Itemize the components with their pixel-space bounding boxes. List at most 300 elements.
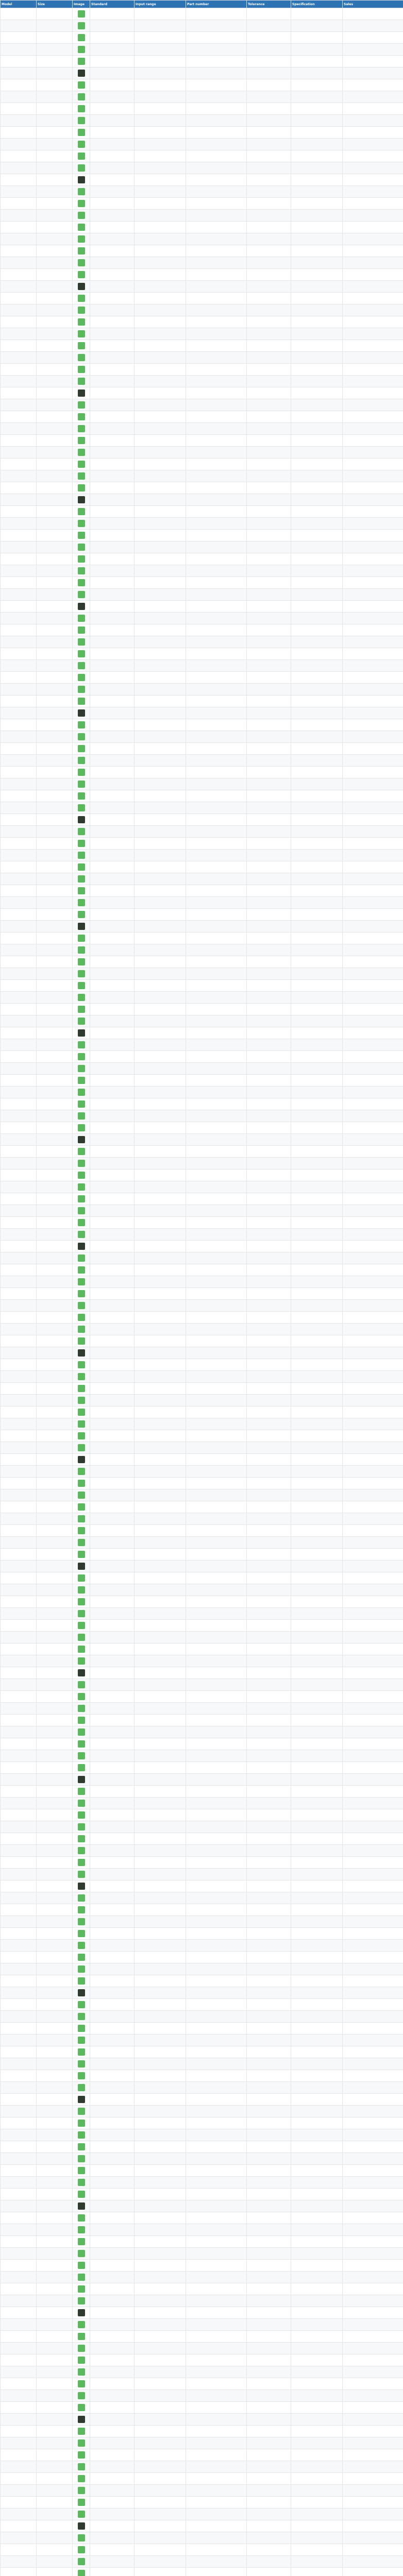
- table-cell: [37, 304, 73, 316]
- table-cell: [343, 684, 403, 696]
- table-cell: [247, 411, 291, 423]
- table-cell: [135, 778, 186, 790]
- table-cell: [186, 944, 247, 956]
- table-cell: [343, 1478, 403, 1489]
- product-thumbnail-icon: [78, 1622, 85, 1629]
- table-cell: [1, 316, 37, 328]
- table-row: [1, 1525, 403, 1537]
- product-thumbnail-icon: [78, 2333, 85, 2340]
- table-cell: [90, 1181, 135, 1193]
- table-row: [1, 2283, 403, 2295]
- product-thumbnail-icon: [78, 22, 85, 29]
- table-row: [1, 1347, 403, 1359]
- table-cell: [1, 1300, 37, 1312]
- product-thumbnail-icon: [78, 176, 85, 183]
- table-cell: [90, 56, 135, 67]
- table-cell: [343, 1181, 403, 1193]
- table-row: [1, 1892, 403, 1904]
- table-cell: [343, 2058, 403, 2070]
- table-cell: [186, 1869, 247, 1880]
- table-cell: [343, 1312, 403, 1324]
- table-row: [1, 2390, 403, 2402]
- table-cell: [1, 91, 37, 103]
- table-cell: [135, 8, 186, 20]
- table-cell: [1, 778, 37, 790]
- product-thumbnail-icon: [78, 389, 85, 397]
- product-thumbnail-icon: [78, 2380, 85, 2387]
- table-row: [1, 1015, 403, 1027]
- table-cell: [1, 281, 37, 293]
- product-thumbnail-icon: [78, 283, 85, 290]
- table-cell: [135, 198, 186, 210]
- table-cell: [291, 1395, 343, 1406]
- product-thumbnail-icon: [78, 247, 85, 255]
- table-row: [1, 2129, 403, 2141]
- table-cell: [291, 1347, 343, 1359]
- table-cell: [291, 44, 343, 56]
- table-cell: [186, 1489, 247, 1501]
- table-row: [1, 1655, 403, 1667]
- table-cell: [186, 506, 247, 518]
- table-cell: [90, 577, 135, 589]
- table-cell: [90, 447, 135, 459]
- product-thumbnail-icon: [78, 1965, 85, 1973]
- table-row: [1, 186, 403, 198]
- table-cell: [135, 1158, 186, 1170]
- product-thumbnail-icon: [78, 994, 85, 1001]
- table-cell: [73, 1335, 90, 1347]
- table-cell: [247, 1158, 291, 1170]
- table-cell: [291, 2390, 343, 2402]
- table-cell: [90, 897, 135, 909]
- table-cell: [291, 2568, 343, 2576]
- table-cell: [186, 1217, 247, 1229]
- table-cell: [186, 565, 247, 577]
- table-cell: [186, 1987, 247, 1999]
- table-cell: [186, 2461, 247, 2473]
- table-cell: [73, 2011, 90, 2023]
- table-cell: [343, 1039, 403, 1051]
- table-cell: [343, 1134, 403, 1146]
- table-cell: [37, 293, 73, 304]
- table-cell: [90, 1489, 135, 1501]
- table-cell: [135, 506, 186, 518]
- table-cell: [73, 435, 90, 447]
- table-cell: [73, 8, 90, 20]
- table-cell: [37, 210, 73, 222]
- product-thumbnail-icon: [78, 840, 85, 847]
- table-row: [1, 1229, 403, 1241]
- product-thumbnail-icon: [78, 1231, 85, 1238]
- table-cell: [186, 2189, 247, 2200]
- table-cell: [343, 1466, 403, 1478]
- table-cell: [291, 198, 343, 210]
- table-cell: [291, 1549, 343, 1561]
- table-cell: [247, 222, 291, 233]
- table-cell: [90, 2449, 135, 2461]
- table-cell: [1, 1039, 37, 1051]
- table-row: [1, 470, 403, 482]
- table-cell: [90, 364, 135, 376]
- table-cell: [135, 1181, 186, 1193]
- table-row: [1, 447, 403, 459]
- table-cell: [135, 1288, 186, 1300]
- table-cell: [247, 2141, 291, 2153]
- table-cell: [186, 1110, 247, 1122]
- table-cell: [343, 1845, 403, 1857]
- table-cell: [37, 340, 73, 352]
- table-cell: [247, 8, 291, 20]
- table-cell: [291, 1146, 343, 1158]
- table-cell: [135, 2378, 186, 2390]
- table-cell: [37, 1821, 73, 1833]
- product-thumbnail-icon: [78, 508, 85, 515]
- table-cell: [1, 2153, 37, 2165]
- table-row: [1, 755, 403, 767]
- product-thumbnail-icon: [78, 1326, 85, 1333]
- table-cell: [1, 1940, 37, 1952]
- table-cell: [186, 1928, 247, 1940]
- table-cell: [291, 1478, 343, 1489]
- table-cell: [37, 518, 73, 530]
- table-cell: [135, 1537, 186, 1549]
- table-cell: [186, 470, 247, 482]
- product-thumbnail-icon: [78, 307, 85, 314]
- table-cell: [73, 1442, 90, 1454]
- table-cell: [343, 2046, 403, 2058]
- table-cell: [343, 8, 403, 20]
- table-cell: [1, 1738, 37, 1750]
- table-cell: [1, 696, 37, 707]
- table-cell: [135, 826, 186, 838]
- table-row: [1, 933, 403, 944]
- table-row: [1, 2224, 403, 2236]
- table-cell: [291, 2307, 343, 2319]
- table-cell: [291, 767, 343, 778]
- table-cell: [90, 672, 135, 684]
- product-thumbnail-icon: [78, 828, 85, 835]
- table-cell: [135, 1904, 186, 1916]
- table-cell: [90, 624, 135, 636]
- table-cell: [90, 423, 135, 435]
- table-cell: [1, 1063, 37, 1075]
- table-cell: [90, 778, 135, 790]
- product-thumbnail-icon: [78, 1053, 85, 1060]
- product-thumbnail-icon: [78, 1480, 85, 1487]
- product-thumbnail-icon: [78, 1847, 85, 1854]
- table-row: [1, 1596, 403, 1608]
- table-cell: [135, 1466, 186, 1478]
- table-cell: [343, 648, 403, 660]
- table-cell: [37, 1193, 73, 1205]
- product-thumbnail-icon: [78, 709, 85, 717]
- table-cell: [247, 1193, 291, 1205]
- table-cell: [37, 411, 73, 423]
- table-cell: [247, 2224, 291, 2236]
- table-cell: [37, 933, 73, 944]
- table-cell: [135, 482, 186, 494]
- table-cell: [291, 1087, 343, 1098]
- table-cell: [1, 2035, 37, 2046]
- table-cell: [291, 1015, 343, 1027]
- table-cell: [37, 1513, 73, 1525]
- table-cell: [1, 269, 37, 281]
- table-cell: [247, 2248, 291, 2260]
- product-thumbnail-icon: [78, 2191, 85, 2198]
- table-cell: [90, 340, 135, 352]
- product-thumbnail-icon: [78, 1883, 85, 1890]
- table-cell: [135, 269, 186, 281]
- table-cell: [186, 79, 247, 91]
- product-thumbnail-icon: [78, 2522, 85, 2530]
- table-cell: [73, 1347, 90, 1359]
- table-cell: [73, 2200, 90, 2212]
- table-row: [1, 1667, 403, 1679]
- table-cell: [135, 1655, 186, 1667]
- table-cell: [186, 814, 247, 826]
- table-cell: [1, 399, 37, 411]
- table-cell: [1, 1537, 37, 1549]
- product-thumbnail-icon: [78, 330, 85, 337]
- table-cell: [343, 103, 403, 115]
- table-cell: [291, 933, 343, 944]
- table-cell: [343, 980, 403, 992]
- table-cell: [1, 2129, 37, 2141]
- product-thumbnail-icon: [78, 1219, 85, 1226]
- table-row: [1, 1027, 403, 1039]
- table-cell: [90, 1075, 135, 1087]
- table-cell: [37, 743, 73, 755]
- table-cell: [135, 755, 186, 767]
- table-cell: [135, 1798, 186, 1809]
- table-cell: [343, 992, 403, 1004]
- table-cell: [135, 304, 186, 316]
- product-thumbnail-icon: [78, 1468, 85, 1475]
- table-cell: [37, 2046, 73, 2058]
- product-thumbnail-icon: [78, 591, 85, 598]
- table-cell: [37, 1430, 73, 1442]
- table-cell: [135, 1821, 186, 1833]
- table-row: [1, 1241, 403, 1252]
- table-cell: [90, 1750, 135, 1762]
- table-cell: [90, 233, 135, 245]
- table-cell: [90, 873, 135, 885]
- table-cell: [135, 1940, 186, 1952]
- table-cell: [247, 2343, 291, 2354]
- table-cell: [343, 411, 403, 423]
- table-cell: [37, 826, 73, 838]
- table-cell: [186, 743, 247, 755]
- table-cell: [186, 2556, 247, 2568]
- table-cell: [247, 755, 291, 767]
- table-cell: [343, 2319, 403, 2331]
- product-thumbnail-icon: [78, 781, 85, 788]
- table-cell: [343, 44, 403, 56]
- table-cell: [1, 731, 37, 743]
- table-cell: [186, 2509, 247, 2520]
- table-cell: [73, 186, 90, 198]
- table-cell: [343, 1015, 403, 1027]
- table-cell: [343, 1798, 403, 1809]
- table-cell: [186, 1229, 247, 1241]
- table-cell: [186, 1655, 247, 1667]
- table-cell: [343, 1667, 403, 1679]
- table-row: [1, 1406, 403, 1418]
- table-cell: [343, 2295, 403, 2307]
- table-cell: [1, 1561, 37, 1572]
- table-row: [1, 1288, 403, 1300]
- table-cell: [186, 2449, 247, 2461]
- table-cell: [247, 1572, 291, 1584]
- table-cell: [1, 2497, 37, 2509]
- table-cell: [247, 494, 291, 506]
- table-cell: [343, 1774, 403, 1786]
- table-cell: [90, 1406, 135, 1418]
- table-row: [1, 494, 403, 506]
- table-cell: [90, 2212, 135, 2224]
- table-row: [1, 150, 403, 162]
- table-cell: [247, 1300, 291, 1312]
- table-cell: [73, 2212, 90, 2224]
- table-cell: [291, 553, 343, 565]
- table-cell: [186, 1027, 247, 1039]
- product-thumbnail-icon: [78, 2475, 85, 2482]
- table-cell: [186, 1940, 247, 1952]
- table-cell: [291, 2366, 343, 2378]
- table-cell: [291, 91, 343, 103]
- table-cell: [73, 1217, 90, 1229]
- table-cell: [73, 1762, 90, 1774]
- table-cell: [135, 423, 186, 435]
- table-cell: [1, 2260, 37, 2272]
- table-cell: [90, 1288, 135, 1300]
- table-cell: [135, 897, 186, 909]
- table-cell: [1, 2236, 37, 2248]
- table-cell: [343, 1347, 403, 1359]
- table-cell: [73, 2177, 90, 2189]
- table-cell: [135, 32, 186, 44]
- table-row: [1, 2058, 403, 2070]
- table-cell: [37, 530, 73, 541]
- table-row: [1, 648, 403, 660]
- table-cell: [291, 269, 343, 281]
- table-cell: [135, 127, 186, 139]
- table-cell: [343, 1170, 403, 1181]
- table-cell: [186, 2200, 247, 2212]
- table-cell: [135, 1762, 186, 1774]
- table-cell: [37, 2449, 73, 2461]
- table-cell: [135, 1833, 186, 1845]
- table-cell: [247, 577, 291, 589]
- table-cell: [291, 980, 343, 992]
- table-cell: [247, 944, 291, 956]
- table-cell: [135, 2236, 186, 2248]
- table-cell: [186, 541, 247, 553]
- table-cell: [247, 909, 291, 921]
- table-cell: [343, 1359, 403, 1371]
- table-cell: [247, 2307, 291, 2319]
- table-cell: [90, 2354, 135, 2366]
- table-cell: [73, 2366, 90, 2378]
- table-cell: [186, 210, 247, 222]
- table-cell: [291, 518, 343, 530]
- table-cell: [247, 1786, 291, 1798]
- table-cell: [247, 850, 291, 861]
- table-cell: [73, 233, 90, 245]
- table-cell: [90, 767, 135, 778]
- table-cell: [37, 2331, 73, 2343]
- table-cell: [291, 1774, 343, 1786]
- table-cell: [135, 2177, 186, 2189]
- table-cell: [1, 933, 37, 944]
- table-cell: [135, 2141, 186, 2153]
- table-cell: [37, 435, 73, 447]
- table-cell: [37, 150, 73, 162]
- table-cell: [1, 340, 37, 352]
- table-row: [1, 636, 403, 648]
- table-cell: [186, 1193, 247, 1205]
- table-cell: [1, 2200, 37, 2212]
- table-cell: [73, 1395, 90, 1406]
- table-cell: [186, 340, 247, 352]
- table-cell: [343, 1406, 403, 1418]
- table-cell: [291, 1039, 343, 1051]
- table-cell: [247, 423, 291, 435]
- table-cell: [343, 1229, 403, 1241]
- product-thumbnail-icon: [78, 1539, 85, 1546]
- table-cell: [37, 2414, 73, 2426]
- table-cell: [343, 435, 403, 447]
- table-cell: [135, 1383, 186, 1395]
- table-cell: [37, 838, 73, 850]
- table-cell: [291, 2449, 343, 2461]
- table-cell: [186, 423, 247, 435]
- table-cell: [186, 364, 247, 376]
- table-cell: [73, 2272, 90, 2283]
- table-cell: [343, 1726, 403, 1738]
- table-cell: [343, 2094, 403, 2106]
- table-cell: [73, 1241, 90, 1252]
- table-cell: [343, 1857, 403, 1869]
- table-cell: [90, 1561, 135, 1572]
- product-thumbnail-icon: [78, 686, 85, 693]
- table-cell: [1, 44, 37, 56]
- product-thumbnail-icon: [78, 674, 85, 681]
- table-cell: [37, 850, 73, 861]
- table-cell: [1, 684, 37, 696]
- table-cell: [186, 530, 247, 541]
- table-row: [1, 1324, 403, 1335]
- table-cell: [291, 2165, 343, 2177]
- table-cell: [247, 115, 291, 127]
- table-cell: [135, 1691, 186, 1703]
- table-row: [1, 1691, 403, 1703]
- table-cell: [135, 1999, 186, 2011]
- table-cell: [135, 1857, 186, 1869]
- table-cell: [37, 2272, 73, 2283]
- table-cell: [73, 316, 90, 328]
- table-cell: [135, 1430, 186, 1442]
- table-cell: [135, 2272, 186, 2283]
- table-cell: [247, 198, 291, 210]
- table-cell: [247, 613, 291, 624]
- table-cell: [247, 1798, 291, 1809]
- table-cell: [1, 992, 37, 1004]
- table-cell: [291, 1158, 343, 1170]
- table-cell: [37, 1335, 73, 1347]
- table-cell: [73, 174, 90, 186]
- table-cell: [247, 91, 291, 103]
